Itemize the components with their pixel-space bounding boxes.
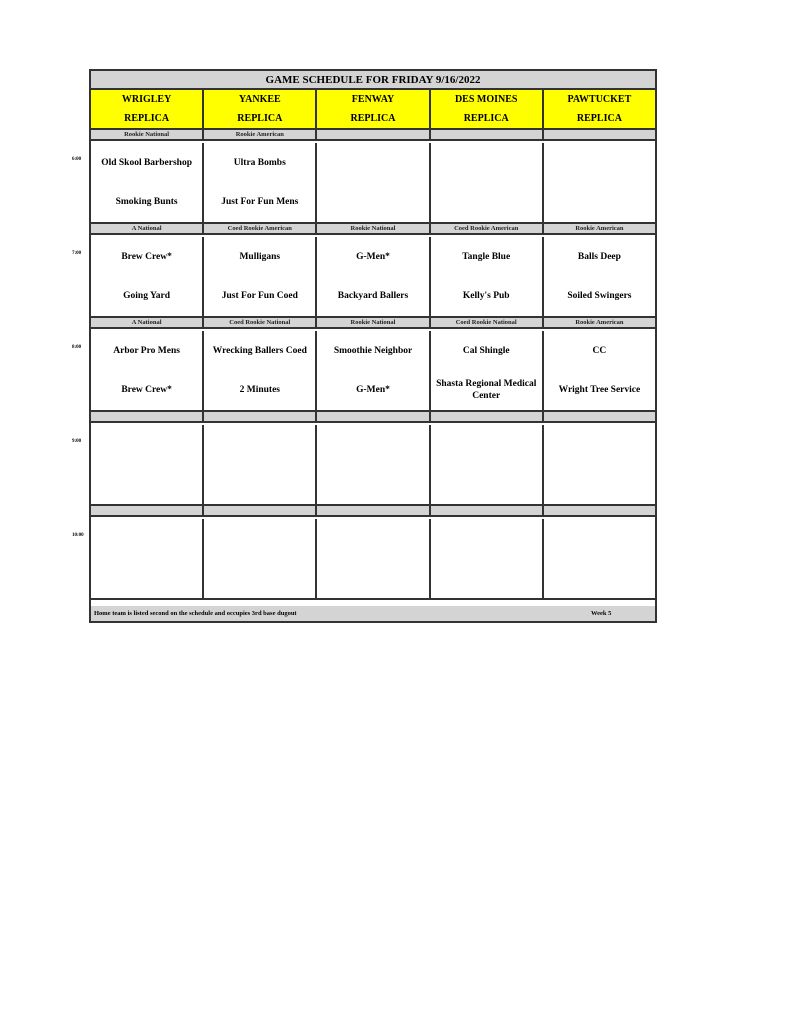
division-label [544,506,655,515]
week-label: Week 5 [591,610,612,617]
home-team [595,465,603,505]
away-team [256,519,264,559]
game-cell [431,331,544,410]
time-slot-label: 10:00 [72,533,84,538]
home-team: Going Yard [123,291,171,302]
division-label: Rookie American [575,225,624,232]
division-label: Rookie National [317,318,430,327]
away-team [482,425,490,465]
division-label [317,506,430,515]
division-label [91,412,204,421]
home-team [595,183,603,223]
game-cell [91,143,204,222]
division-label [544,412,655,421]
game-cell [204,519,317,598]
away-team: Smoothie Neighbor [333,345,413,356]
away-team: Wrecking Ballers Coed [212,345,307,356]
division-label: Coed Rookie American [431,224,544,233]
away-team: Balls Deep [577,251,621,262]
schedule-title: GAME SCHEDULE FOR FRIDAY 9/16/2022 [91,71,655,90]
game-row [91,143,655,224]
game-cell [544,331,655,410]
game-cell [431,143,544,222]
away-team [595,425,603,465]
home-team: 2 Minutes [239,385,280,396]
game-row [91,237,655,318]
game-cell [91,519,204,598]
home-team [369,465,377,505]
home-team: Smoking Bunts [115,197,178,208]
division-row [91,130,655,141]
time-slot-label: 9:00 [72,439,82,444]
ballpark-header [204,90,317,128]
away-team [369,425,377,465]
home-team [256,559,264,599]
game-row [91,425,655,506]
schedule-footer [91,606,655,621]
away-team: Ultra Bombs [233,157,286,168]
game-cell [317,331,430,410]
division-row [91,224,655,235]
away-team [595,143,603,183]
division-label [204,506,317,515]
division-label: Coed Rookie National [431,318,544,327]
home-team: Shasta Regional Medical Center [436,379,537,402]
division-row [91,318,655,329]
away-team [143,425,151,465]
away-team [595,519,603,559]
ballpark-subtitle: REPLICA [237,113,283,124]
ballpark-name: YANKEE [238,94,281,105]
game-cell [204,237,317,316]
game-cell [544,143,655,222]
away-team: Tangle Blue [462,251,511,262]
ballpark-header [431,90,544,128]
ballpark-subtitle: REPLICA [463,113,509,124]
game-cell [91,425,204,504]
division-label [91,506,204,515]
ballpark-name: PAWTUCKET [567,94,632,105]
ballpark-name: FENWAY [351,94,395,105]
home-team-note: Home team is listed second on the schedule and occupies 3rd base dugout [94,610,297,617]
division-label: Rookie American [204,130,317,139]
ballpark-header [91,90,204,128]
division-label [431,412,544,421]
game-cell [544,425,655,504]
game-cell [204,331,317,410]
away-team [482,143,490,183]
home-team: Backyard Ballers [337,291,409,302]
division-label: Coed Rookie American [204,224,317,233]
game-cell [544,237,655,316]
division-label [544,130,655,139]
ballpark-subtitle: REPLICA [350,113,396,124]
away-team [482,519,490,559]
ballpark-header [544,90,655,128]
game-row [91,331,655,412]
ballpark-name: WRIGLEY [121,94,172,105]
division-row [91,506,655,517]
home-team [143,559,151,599]
home-team [256,465,264,505]
division-label [204,412,317,421]
division-label: Rookie American [575,319,624,326]
division-label: A National [91,318,204,327]
away-team: Arbor Pro Mens [113,345,180,356]
home-team: Just For Fun Mens [221,197,299,208]
game-cell [431,425,544,504]
game-cell [317,519,430,598]
home-team: Just For Fun Coed [221,291,298,302]
away-team: Mulligans [239,251,281,262]
game-cell [91,331,204,410]
game-cell [431,237,544,316]
ballpark-header-row [91,90,655,130]
away-team: Cal Shingle [462,345,510,356]
away-team: G-Men* [356,251,390,262]
game-cell [317,425,430,504]
game-cell [91,237,204,316]
ballpark-subtitle: REPLICA [576,113,622,124]
home-team [482,559,490,599]
game-cell [204,143,317,222]
division-label [431,506,544,515]
away-team [369,519,377,559]
home-team: Wright Tree Service [558,385,641,396]
game-cell [317,237,430,316]
time-slot-label: 8:00 [72,345,82,350]
home-team: G-Men* [356,385,390,396]
home-team [143,465,151,505]
division-label [431,130,544,139]
ballpark-name: DES MOINES [454,94,518,105]
home-team: Kelly's Pub [462,291,510,302]
game-row [91,519,655,600]
game-cell [544,519,655,598]
game-cell [317,143,430,222]
away-team: CC [592,345,607,356]
time-slot-label: 6:00 [72,157,82,162]
home-team: Brew Crew* [121,385,172,396]
home-team [369,183,377,223]
home-team [482,183,490,223]
division-label: Rookie National [317,224,430,233]
ballpark-header [317,90,430,128]
division-label: Rookie National [91,130,204,139]
away-team [256,425,264,465]
home-team [595,559,603,599]
away-team [143,519,151,559]
schedule-table [89,69,657,623]
division-label: Coed Rookie National [204,318,317,327]
game-cell [204,425,317,504]
division-label [317,130,430,139]
division-label: A National [91,224,204,233]
home-team: Soiled Swingers [567,291,632,302]
away-team [369,143,377,183]
time-slot-label: 7:00 [72,251,82,256]
home-team [369,559,377,599]
home-team [482,465,490,505]
game-cell [431,519,544,598]
away-team: Brew Crew* [121,251,172,262]
division-label [317,412,430,421]
division-row [91,412,655,423]
away-team: Old Skool Barbershop [101,157,192,168]
ballpark-subtitle: REPLICA [124,113,170,124]
